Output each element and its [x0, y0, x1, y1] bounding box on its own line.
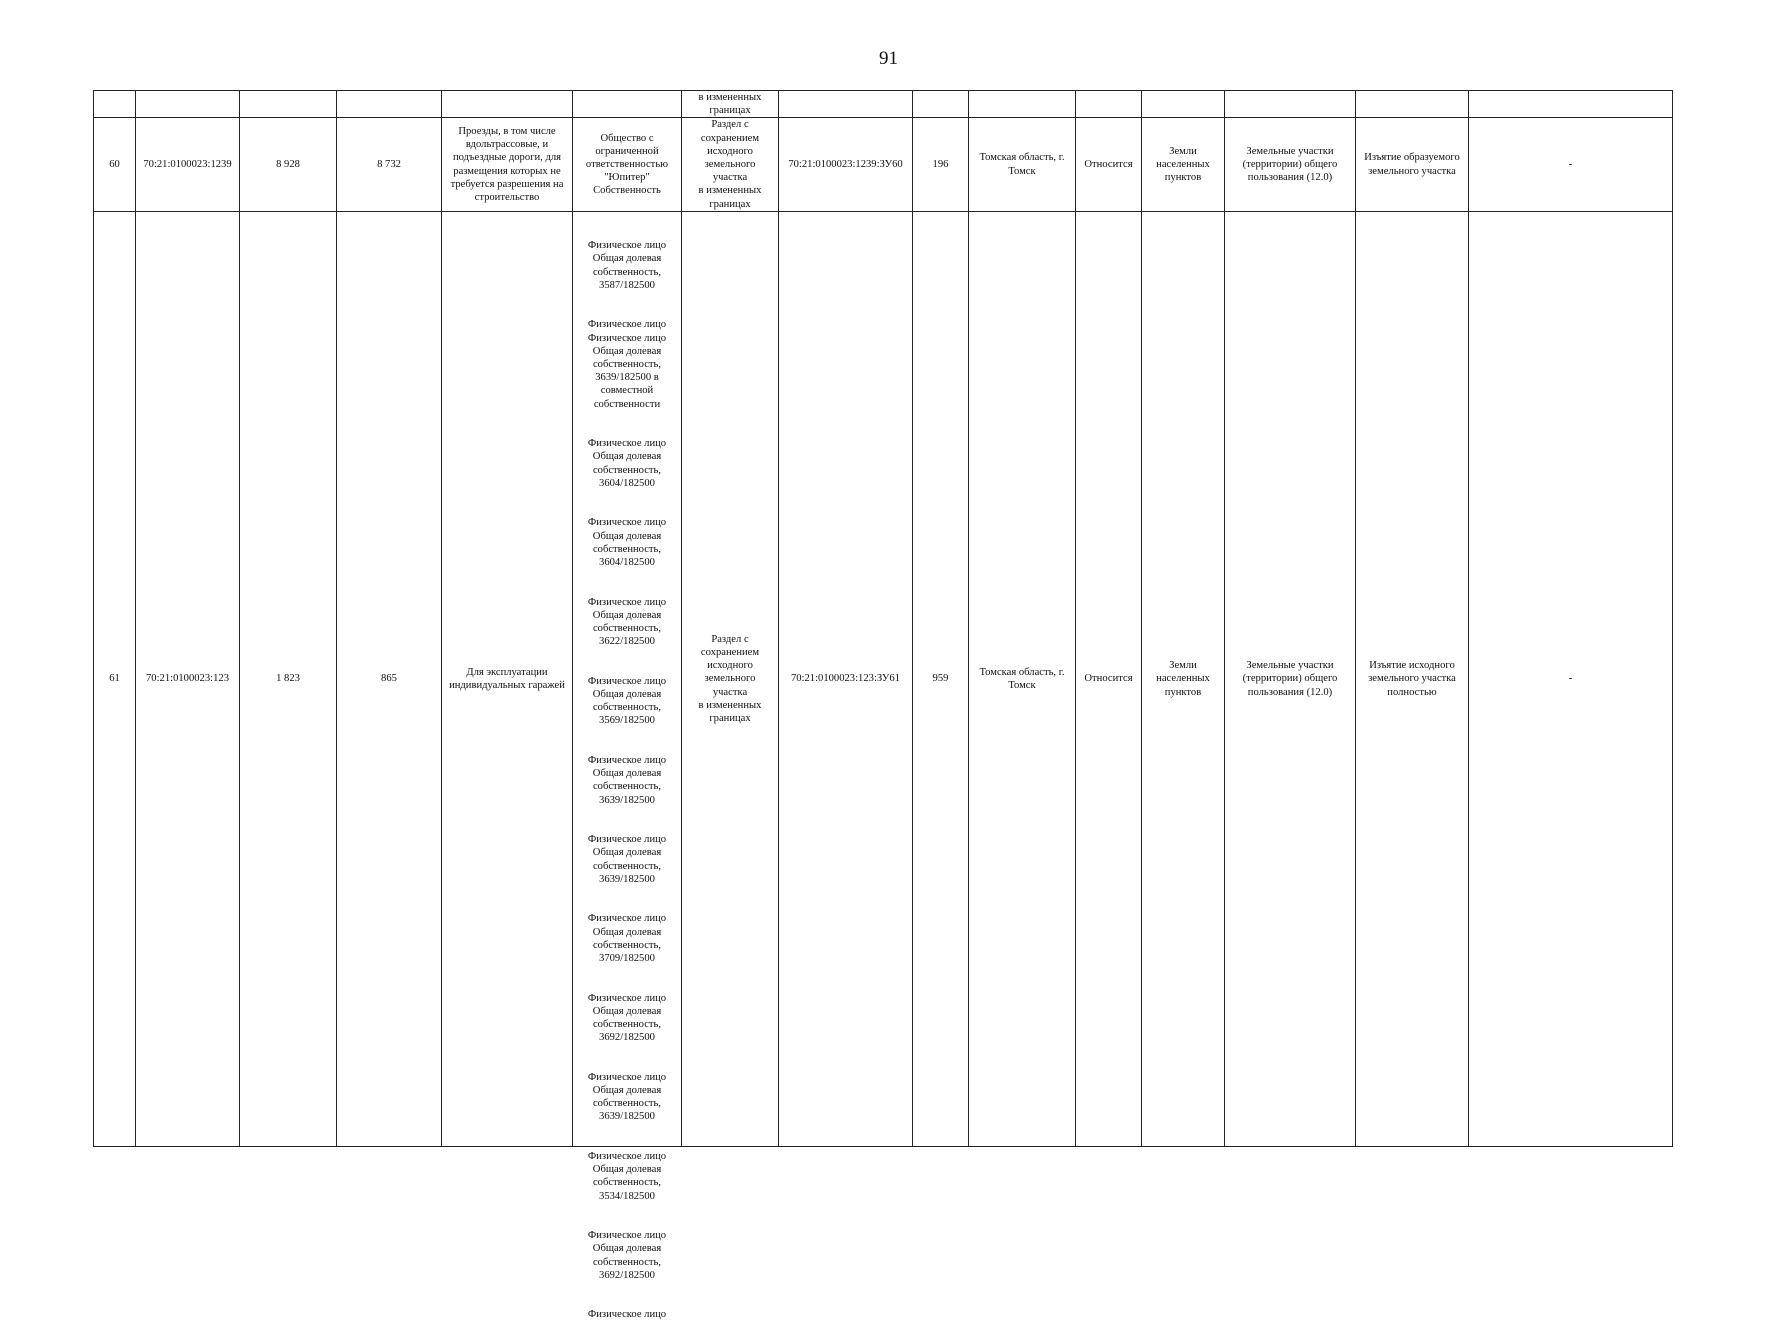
cell-owner: Общество с ограниченной ответственностью "Юпитер" Собственность	[573, 118, 682, 211]
cell-method: Раздел с сохранением исходного земельного участка в измененных границах	[682, 118, 779, 211]
cell-new-area	[913, 91, 969, 118]
cell-new-designation: 70:21:0100023:1239:ЗУ60	[779, 118, 913, 211]
cell-address: Томская область, г. Томск	[969, 118, 1076, 211]
owner-entry: Физическое лицо Общая долевая собственность, 3709/182500	[587, 913, 667, 965]
table-row-continuation	[94, 91, 1673, 118]
cell-permitted-use	[442, 91, 573, 118]
cell-owners-list	[573, 211, 682, 1321]
owner-entry: Физическое лицо	[587, 1309, 667, 1321]
table-row	[94, 118, 1673, 211]
cell-source-cadastral: 70:21:0100023:1239	[136, 118, 240, 211]
owner-entry: Физическое лицо Общая долевая собственность, 3639/182500	[587, 755, 667, 806]
owner-entry: Физическое лицо Общая долевая собственность, 3692/182500	[587, 992, 667, 1044]
land-plots-table	[93, 90, 1673, 1321]
cell-num: 61	[94, 211, 136, 1146]
cell-relation	[1076, 91, 1142, 118]
cell-owner	[573, 91, 682, 118]
owner-entry: Физическое лицо Общая долевая собственность, 3604/182500	[587, 438, 667, 489]
cell-new-use: Земельные участки (территории) общего пользования (12.0)	[1225, 211, 1356, 1146]
cell-area-2: 865	[337, 211, 442, 1146]
cell-address	[969, 91, 1076, 118]
cell-land-category	[1142, 91, 1225, 118]
page-number: 91	[879, 48, 898, 69]
cell-num	[94, 91, 136, 118]
owner-entry: Физическое лицо Физическое лицо Общая долевая собственность, 3639/182500 в совместной собственности	[587, 319, 667, 410]
cell-new-area: 196	[913, 118, 969, 211]
cell-action: Изъятие образуемого земельного участка	[1356, 118, 1469, 211]
cell-note	[1469, 91, 1673, 118]
cell-relation: Относится	[1076, 118, 1142, 211]
cell-new-designation	[779, 91, 913, 118]
cell-source-cadastral: 70:21:0100023:123	[136, 211, 240, 1146]
cell-note: -	[1469, 118, 1673, 211]
cell-method: Раздел с сохранением исходного земельного участка в измененных границах	[682, 211, 779, 1146]
owner-entry: Физическое лицо Общая долевая собственность, 3622/182500	[587, 596, 667, 648]
owner-entry: Физическое лицо Общая долевая собственность, 3587/182500	[587, 240, 667, 291]
cell-permitted-use: Для эксплуатации индивидуальных гаражей	[442, 211, 573, 1146]
cell-address: Томская область, г. Томск	[969, 211, 1076, 1146]
owner-entry: Физическое лицо Общая долевая собственность, 3569/182500	[587, 675, 667, 727]
cell-area-1: 8 928	[240, 118, 337, 211]
owners-list	[575, 226, 679, 1321]
cell-new-use: Земельные участки (территории) общего пользования (12.0)	[1225, 118, 1356, 211]
cell-source-cadastral	[136, 91, 240, 118]
owner-entry: Физическое лицо Общая долевая собственность, 3534/182500	[587, 1151, 667, 1202]
cell-land-category: Земли населенных пунктов	[1142, 118, 1225, 211]
cell-method: в измененных границах	[682, 91, 779, 118]
owner-entry: Физическое лицо Общая долевая собственность, 3692/182500	[587, 1230, 667, 1281]
cell-relation: Относится	[1076, 211, 1142, 1146]
cell-area-1: 1 823	[240, 211, 337, 1146]
cell-new-area: 959	[913, 211, 969, 1146]
cell-new-use	[1225, 91, 1356, 118]
cell-note: -	[1469, 211, 1673, 1146]
cell-area-2: 8 732	[337, 118, 442, 211]
table-row	[94, 211, 1673, 1146]
cell-permitted-use: Проезды, в том числе вдольтрассовые, и подъездные дороги, для размещения которых не требуется разрешения на строительство	[442, 118, 573, 211]
cell-new-designation: 70:21:0100023:123:ЗУ61	[779, 211, 913, 1146]
owner-entry: Физическое лицо Общая долевая собственность, 3639/182500	[587, 834, 667, 885]
cell-num: 60	[94, 118, 136, 211]
cell-land-category: Земли населенных пунктов	[1142, 211, 1225, 1146]
cell-area-1	[240, 91, 337, 118]
cell-action	[1356, 91, 1469, 118]
owner-entry: Физическое лицо Общая долевая собственность, 3639/182500	[587, 1071, 667, 1123]
owner-entry: Физическое лицо Общая долевая собственность, 3604/182500	[587, 517, 667, 569]
cell-action: Изъятие исходного земельного участка полностью	[1356, 211, 1469, 1146]
cell-area-2	[337, 91, 442, 118]
